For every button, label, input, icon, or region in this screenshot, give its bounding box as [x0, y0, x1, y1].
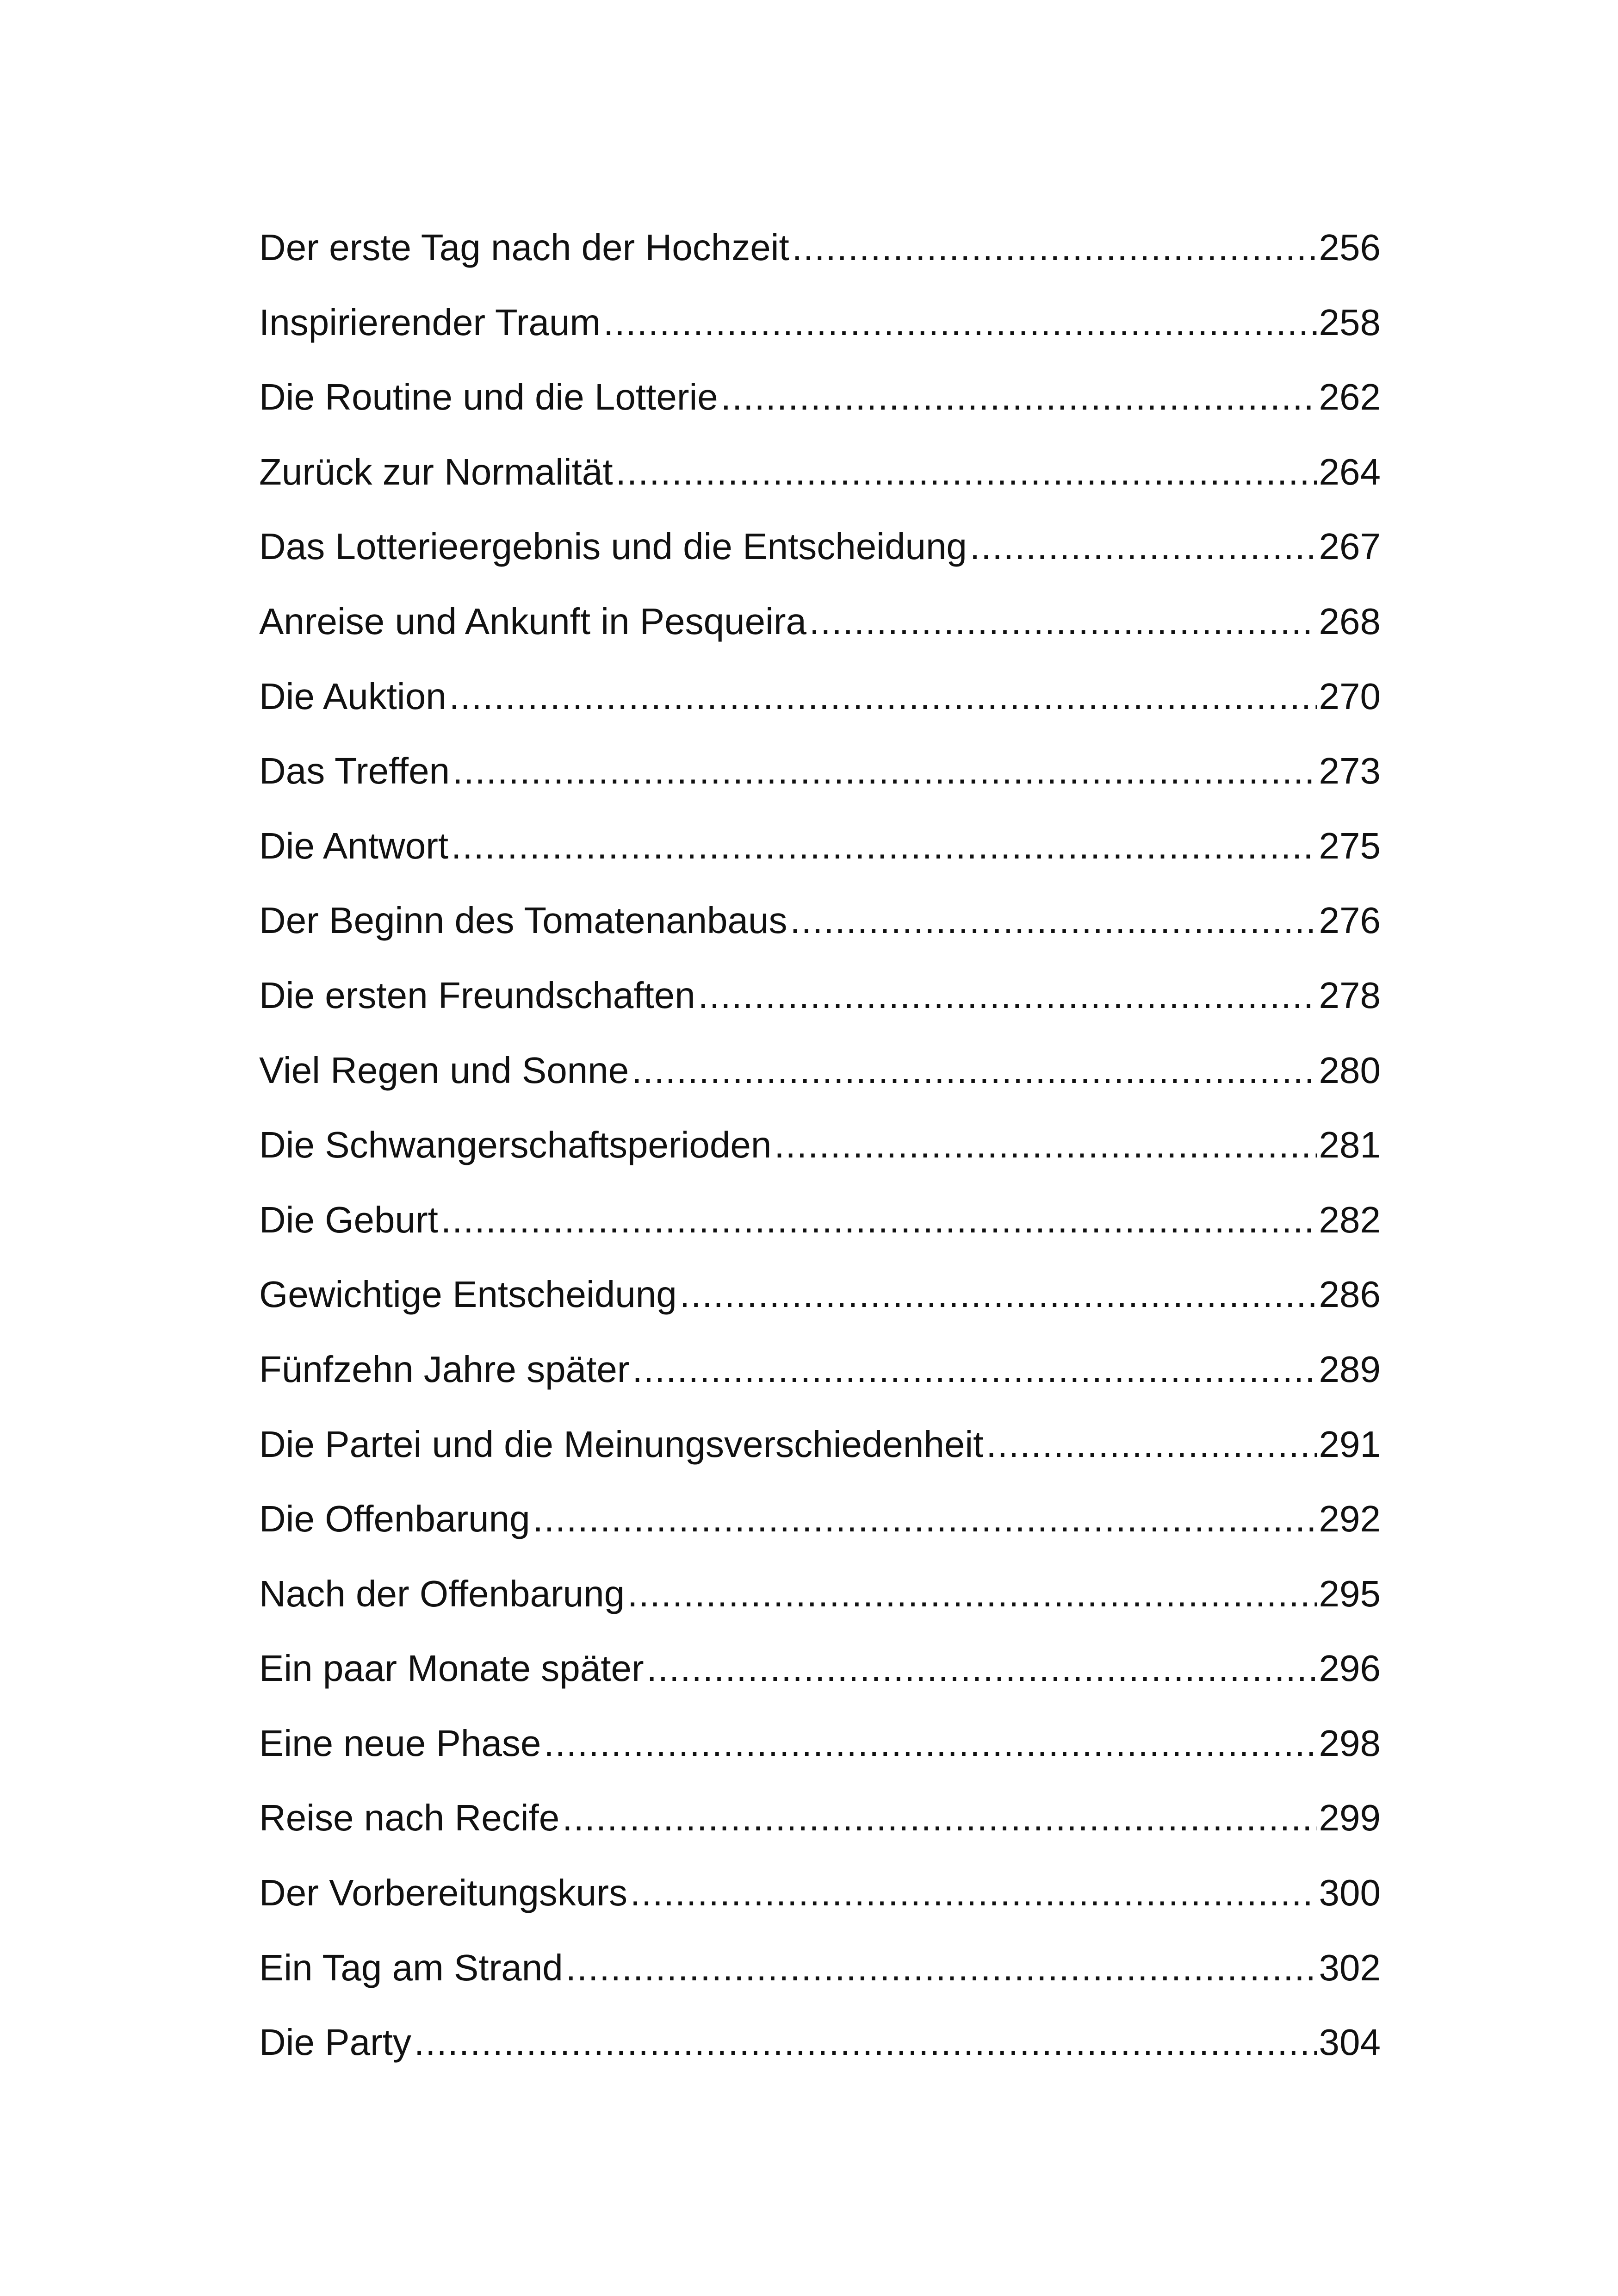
toc-entry[interactable]	[259, 1257, 1381, 1332]
toc-page-number: 278	[1319, 974, 1381, 1016]
toc-entry-title: Die Geburt	[259, 1199, 438, 1240]
toc-page-number: 295	[1319, 1573, 1381, 1614]
toc-dot-leader	[453, 734, 1317, 809]
toc-entry-title: Der Beginn des Tomatenanbaus	[259, 900, 787, 941]
toc-page-number: 292	[1319, 1498, 1381, 1540]
toc-entry-title: Ein Tag am Strand	[259, 1947, 563, 1988]
toc-entry[interactable]	[259, 285, 1381, 360]
toc-dot-leader	[449, 659, 1317, 734]
toc-dot-leader	[698, 958, 1317, 1033]
toc-dot-leader	[809, 584, 1317, 659]
toc-page-number: 286	[1319, 1274, 1381, 1315]
toc-entry[interactable]	[259, 809, 1381, 884]
toc-page-number: 276	[1319, 900, 1381, 941]
toc-page-number: 264	[1319, 451, 1381, 492]
toc-dot-leader	[970, 509, 1317, 584]
toc-entry[interactable]	[259, 1108, 1381, 1182]
toc-dot-leader	[544, 1706, 1317, 1781]
toc-page-number: 281	[1319, 1124, 1381, 1166]
toc-dot-leader	[566, 1930, 1317, 2005]
toc-entry[interactable]	[259, 1556, 1381, 1631]
toc-entry-title: Zurück zur Normalität	[259, 451, 613, 492]
toc-dot-leader	[632, 1332, 1317, 1407]
toc-dot-leader	[533, 1481, 1317, 1556]
toc-page-number: 299	[1319, 1797, 1381, 1839]
toc-entry[interactable]	[259, 584, 1381, 659]
toc-entry[interactable]	[259, 659, 1381, 734]
toc-page-number: 282	[1319, 1199, 1381, 1240]
toc-entry-title: Die Auktion	[259, 675, 446, 717]
toc-entry[interactable]	[259, 509, 1381, 584]
toc-entry-title: Eine neue Phase	[259, 1722, 541, 1764]
toc-entry[interactable]	[259, 2005, 1381, 2080]
toc-entry-title: Gewichtige Entscheidung	[259, 1274, 677, 1315]
toc-entry-title: Viel Regen und Sonne	[259, 1049, 629, 1091]
toc-page-number: 296	[1319, 1648, 1381, 1689]
toc-dot-leader	[451, 809, 1317, 884]
toc-entry[interactable]	[259, 1930, 1381, 2005]
toc-entry[interactable]	[259, 1706, 1381, 1781]
toc-entry-title: Der erste Tag nach der Hochzeit	[259, 227, 789, 268]
toc-entry-title: Ein paar Monate später	[259, 1648, 644, 1689]
toc-page-number: 298	[1319, 1722, 1381, 1764]
toc-entry[interactable]	[259, 1033, 1381, 1108]
toc-entry[interactable]	[259, 1481, 1381, 1556]
toc-entry-title: Das Treffen	[259, 750, 450, 792]
toc-dot-leader	[792, 210, 1317, 285]
toc-entry-title: Die ersten Freundschaften	[259, 974, 695, 1016]
toc-entry-title: Anreise und Ankunft in Pesqueira	[259, 600, 807, 642]
toc-entry-title: Die Routine und die Lotterie	[259, 376, 718, 418]
toc-entry[interactable]	[259, 958, 1381, 1033]
toc-page-number: 267	[1319, 526, 1381, 567]
toc-dot-leader	[603, 285, 1317, 360]
toc-entry[interactable]	[259, 1407, 1381, 1482]
toc-entry[interactable]	[259, 1855, 1381, 1930]
toc-entry[interactable]	[259, 1332, 1381, 1407]
toc-page-number: 268	[1319, 600, 1381, 642]
toc-dot-leader	[441, 1182, 1317, 1257]
toc-page-number: 262	[1319, 376, 1381, 418]
toc-entry-title: Fünfzehn Jahre später	[259, 1348, 630, 1390]
toc-dot-leader	[616, 435, 1317, 510]
toc-dot-leader	[680, 1257, 1317, 1332]
toc-dot-leader	[627, 1556, 1317, 1631]
table-of-contents	[259, 210, 1381, 2080]
toc-entry-title: Inspirierender Traum	[259, 301, 601, 343]
toc-entry-title: Die Schwangerschaftsperioden	[259, 1124, 772, 1166]
toc-dot-leader	[630, 1855, 1317, 1930]
toc-page-number: 300	[1319, 1872, 1381, 1914]
toc-entry[interactable]	[259, 210, 1381, 285]
toc-entry-title: Die Offenbarung	[259, 1498, 530, 1540]
toc-dot-leader	[774, 1108, 1317, 1182]
toc-dot-leader	[562, 1780, 1317, 1855]
toc-entry[interactable]	[259, 1631, 1381, 1706]
toc-entry-title: Reise nach Recife	[259, 1797, 560, 1839]
toc-page-number: 258	[1319, 301, 1381, 343]
toc-entry[interactable]	[259, 883, 1381, 958]
toc-page-number: 273	[1319, 750, 1381, 792]
toc-entry-title: Nach der Offenbarung	[259, 1573, 625, 1614]
toc-dot-leader	[632, 1033, 1317, 1108]
toc-entry[interactable]	[259, 734, 1381, 809]
toc-page-number: 275	[1319, 825, 1381, 866]
toc-dot-leader	[790, 883, 1317, 958]
toc-entry-title: Die Antwort	[259, 825, 449, 866]
toc-dot-leader	[414, 2005, 1317, 2080]
toc-page-number: 289	[1319, 1348, 1381, 1390]
toc-entry[interactable]	[259, 1780, 1381, 1855]
toc-page-number: 280	[1319, 1049, 1381, 1091]
toc-entry[interactable]	[259, 360, 1381, 435]
toc-entry-title: Das Lotterieergebnis und die Entscheidung	[259, 526, 967, 567]
toc-page-number: 256	[1319, 227, 1381, 268]
toc-entry[interactable]	[259, 1182, 1381, 1257]
toc-page-number: 270	[1319, 675, 1381, 717]
toc-entry-title: Die Partei und die Meinungsverschiedenheit	[259, 1423, 984, 1465]
toc-page-number: 291	[1319, 1423, 1381, 1465]
toc-dot-leader	[986, 1407, 1317, 1482]
toc-page-number: 302	[1319, 1947, 1381, 1988]
toc-dot-leader	[647, 1631, 1317, 1706]
toc-page-number: 304	[1319, 2022, 1381, 2063]
toc-dot-leader	[721, 360, 1317, 435]
toc-entry-title: Der Vorbereitungskurs	[259, 1872, 627, 1914]
toc-entry[interactable]	[259, 435, 1381, 510]
toc-entry-title: Die Party	[259, 2022, 411, 2063]
